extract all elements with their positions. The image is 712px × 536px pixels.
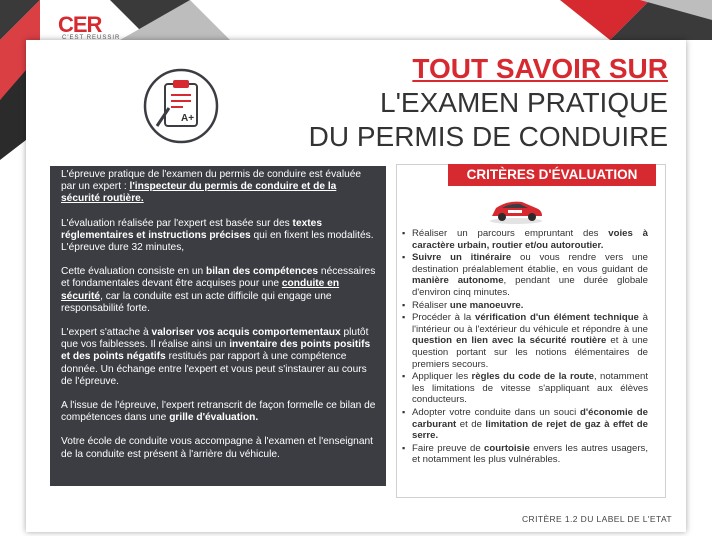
paragraph-grille: A l'issue de l'épreuve, l'expert retranscrit de façon formelle ce bilan de compétences dans une grille d'évaluation. [61, 400, 376, 424]
title-line-3: DU PERMIS DE CONDUIRE [308, 121, 668, 152]
paragraph-ecole: Votre école de conduite vous accompagne à l'examen et l'enseignant de la conduite est présent à l'arrière du véhicule. [61, 436, 373, 460]
criterion-parcours: ▪ Réaliser un parcours empruntant des voies à caractère urbain, routier et/ou autoroutier. [402, 228, 648, 251]
exam-description-panel [50, 166, 386, 486]
criteria-list [402, 228, 648, 467]
criterion-verification: ▪ Procéder à la vérification d'un élément technique à l'intérieur ou à l'extérieur du véhicule et répondre à une question en lien avec la sécurité routière et à une question portant sur les notions élémentaires de premiers secours. [402, 312, 648, 370]
page-title [309, 52, 668, 154]
title-line-1: TOUT SAVOIR SUR [412, 53, 668, 84]
clipboard-grade-text: A+ [181, 113, 195, 124]
logo-tagline: C'EST REUSSIR [62, 35, 121, 41]
title-line-2: L'EXAMEN PRATIQUE [380, 87, 668, 118]
paragraph-expert: L'épreuve pratique de l'examen du permis de conduire est évaluée par un expert : l'inspecteur du permis de conduire et de la sécurité routière. [61, 169, 362, 205]
logo-brand: CER [58, 12, 102, 37]
criterion-itineraire: ▪ Suivre un itinéraire ou vous rendre vers une destination préalablement établie, en vous guidant de manière autonome, pendant une durée globale d'environ cinq minutes. [402, 252, 648, 298]
criterion-code-route: ▪ Appliquer les règles du code de la route, notamment les limitations de vitesse s'appliquant aux élèves conducteurs. [402, 371, 648, 406]
clipboard-grade-icon [143, 68, 219, 144]
paragraph-evaluation: L'évaluation réalisée par l'expert est basée sur des textes réglementaires et instructions précises qui en fixent les modalités. L'épreuve dure 32 minutes, [61, 217, 374, 254]
criterion-eco-conduite: ▪ Adopter votre conduite dans un souci d'économie de carburant et de limitation de rejet de gaz à effet de serre. [402, 407, 648, 442]
criterion-manoeuvre: ▪ Réaliser une manoeuvre. [402, 300, 648, 312]
paragraph-bilan: Cette évaluation consiste en un bilan des compétences nécessaires et fondamentales devant être acquises pour une conduite en sécurité, car la conduite est un acte difficile qui engage une responsabilité forte. [61, 266, 376, 314]
criteria-header: CRITÈRES D'ÉVALUATION [448, 164, 656, 186]
paragraph-acquis: L'expert s'attache à valoriser vos acquis comportementaux plutôt que vos faiblesses. Il réalise ainsi un inventaire des points positifs et des points négatifs restitués par rapport à une compétence donnée. Un échange entre l'expert et vous peut s'instaurer au cours de l'épreuve. [61, 327, 371, 387]
footer-label-note: CRITÈRE 1.2 DU LABEL DE L'ETAT [522, 514, 672, 524]
cer-logo [58, 14, 120, 41]
car-icon [488, 196, 544, 224]
criterion-courtoisie: ▪ Faire preuve de courtoisie envers les autres usagers, et notamment les plus vulnérables. [402, 443, 648, 466]
